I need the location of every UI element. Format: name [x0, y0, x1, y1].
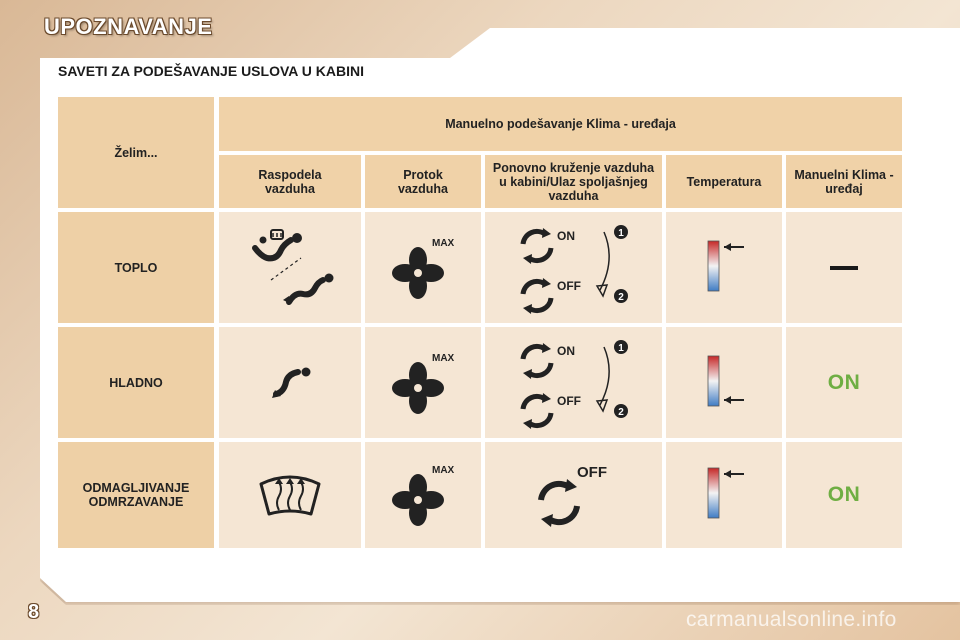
fan-max-icon [388, 348, 458, 418]
fan-max-icon [388, 233, 458, 303]
table-cell [365, 212, 481, 323]
table-cell [786, 212, 902, 323]
face-vent-icon [260, 358, 320, 408]
svg-text:ON: ON [556, 343, 575, 358]
table-cell [786, 327, 902, 438]
group-header: Manuelno podešavanje Klima - uređaja [219, 97, 902, 151]
recirculation-icon [519, 455, 629, 535]
row-label-cool: HLADNO [58, 327, 214, 438]
temperature-gauge-icon [694, 233, 754, 303]
table-cell [666, 327, 782, 438]
svg-text:OFF: OFF [556, 393, 581, 408]
table-cell [666, 442, 782, 548]
table-cell [365, 327, 481, 438]
temperature-gauge-icon [694, 348, 754, 418]
svg-text:MAX: MAX [432, 352, 455, 364]
fan-max-icon [388, 460, 458, 530]
svg-text:MAX: MAX [432, 237, 455, 249]
table-cell [365, 442, 481, 548]
recirculation-icon [509, 333, 639, 433]
row-label-warm: TOPLO [58, 212, 214, 323]
ac-on-indicator: ON [827, 483, 861, 506]
section-title: SAVETI ZA PODEŠAVANJE USLOVA U KABINI [58, 63, 364, 79]
page-number: 8 [28, 601, 40, 623]
table-cell [485, 327, 662, 438]
table-cell [219, 327, 361, 438]
table-cell [485, 212, 662, 323]
table-cell [485, 442, 662, 548]
table-cell [786, 442, 902, 548]
svg-text:1: 1 [617, 227, 624, 239]
recirculation-icon [509, 218, 639, 318]
svg-text:2: 2 [617, 291, 624, 303]
col-header-temperature: Temperatura [666, 155, 782, 208]
col-header-distribution: Raspodela vazduha [219, 155, 361, 208]
page-title: UPOZNAVANJE [44, 14, 213, 39]
row-label-demist: ODMAGLJIVANJE ODMRZAVANJE [58, 442, 214, 548]
svg-text:ON: ON [556, 228, 575, 243]
col-header-airflow: Protok vazduha [365, 155, 481, 208]
col-header-recirculation: Ponovno kruženje vazduha u kabini/Ulaz spoljašnjeg vazduha [485, 155, 662, 208]
want-label: Želim... [58, 97, 214, 208]
svg-text:2: 2 [617, 406, 624, 418]
table-cell [219, 212, 361, 323]
table-cell [666, 212, 782, 323]
watermark: carmanualsonline.info [686, 608, 897, 631]
svg-text:MAX: MAX [432, 465, 455, 476]
col-header-ac: Manuelni Klima - uređaj [786, 155, 902, 208]
table-cell [219, 442, 361, 548]
svg-text:OFF: OFF [576, 464, 607, 481]
ac-dash [830, 266, 858, 270]
svg-text:OFF: OFF [556, 278, 581, 293]
windscreen-and-feet-vent-icon [225, 218, 355, 318]
temperature-gauge-icon [694, 460, 754, 530]
svg-text:1: 1 [617, 342, 624, 354]
windscreen-demist-icon [255, 470, 325, 520]
ac-on-indicator: ON [827, 370, 861, 394]
